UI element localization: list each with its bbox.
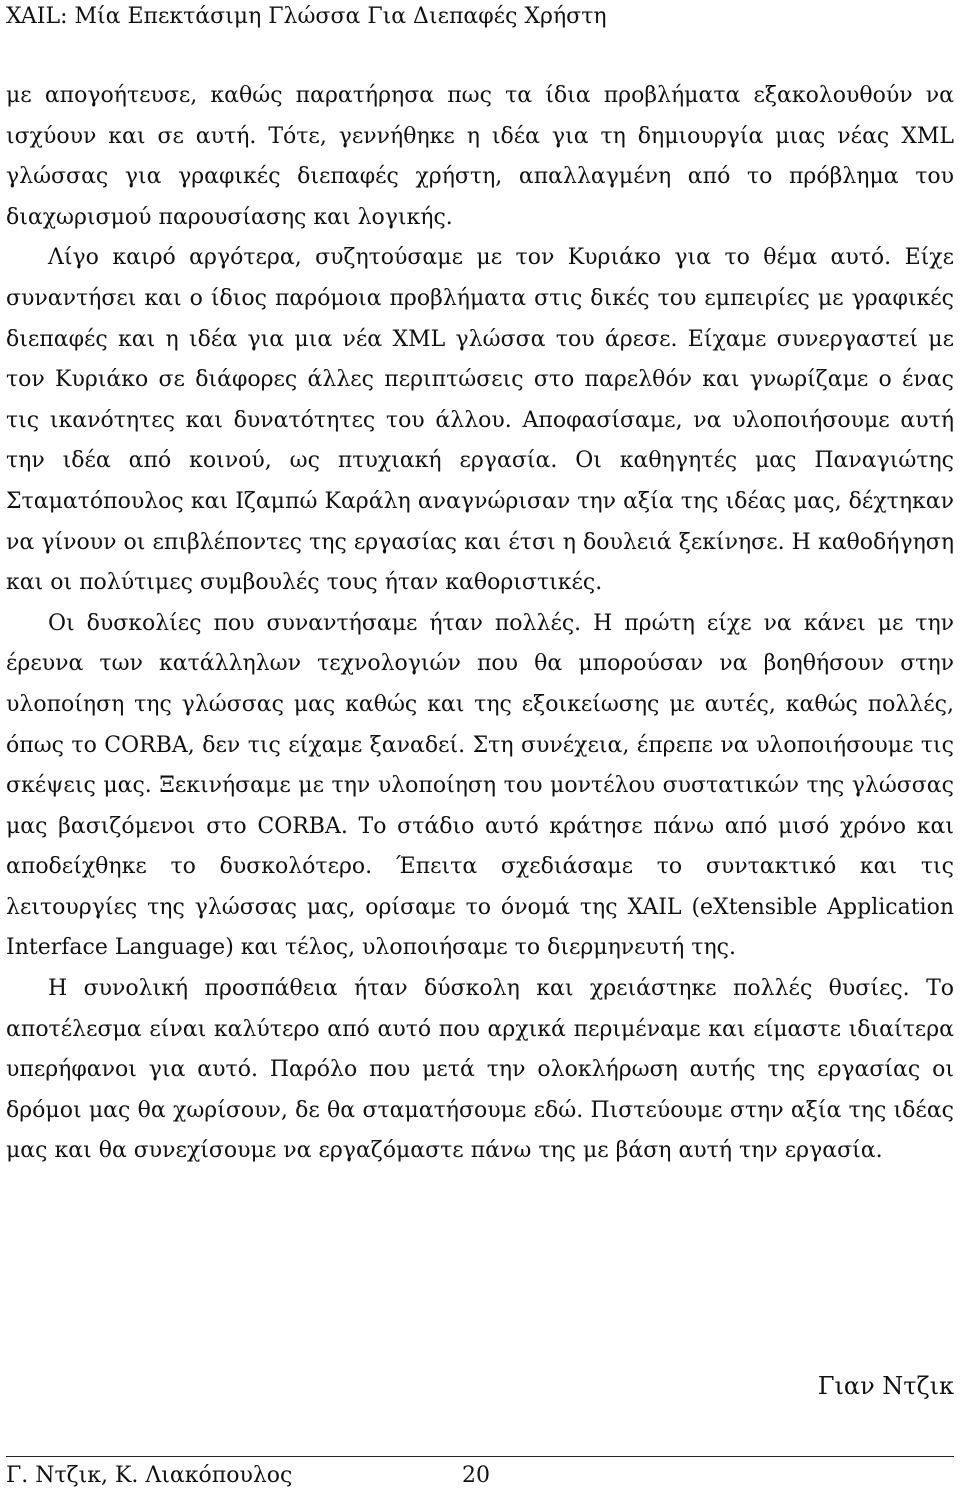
body-text <box>6 76 954 1172</box>
paragraph-3: Οι δυσκολίες που συναντήσαμε ήταν πολλές. Η πρώτη είχε να κάνει με την έρευνα των κατάλληλων τεχνολογιών που θα μπορούσαν να βοηθήσουν στην υλοποίηση της γλώσσας μας καθώς και της εξοικείωσης με αυτές, καθώς πολλές, όπως το CORBA, δεν τις είχαμε ξαναδεί. Στη συνέχεια, έπρεπε να υλοποιήσουμε τις σκέψεις μας. Ξεκινήσαμε με την υλοποίηση του μοντέλου συστατικών της γλώσσας μας βασιζόμενοι στο CORBA. Το στάδιο αυτό κράτησε πάνω από μισό χρόνο και αποδείχθηκε το δυσκολότερο. Έπειτα σχεδιάσαμε το συντακτικό και τις λειτουργίες της γλώσσας μας, ορίσαμε το όνομά της XAIL (eXtensible Application Interface Language) και τέλος, υλοποιήσαμε το διερμηνευτή της. <box>6 610 954 961</box>
author-signature: Γιαν Ντζικ <box>817 1372 954 1400</box>
page-number: 20 <box>462 1463 490 1488</box>
paragraph-4: Η συνολική προσπάθεια ήταν δύσκολη και χρειάστηκε πολλές θυσίες. Το αποτέλεσμα είναι καλύτερο από αυτό που αρχικά περιμέναμε και είμαστε ιδιαίτερα υπερήφανοι για αυτό. Παρόλο που μετά την ολοκλήρωση αυτής της εργασίας οι δρόμοι μας θα χωρίσουν, δε θα σταματήσουμε εδώ. Πιστεύουμε στην αξία της ιδέας μας και θα συνεχίσουμε να εργαζόμαστε πάνω της με βάση αυτή την εργασία. <box>6 976 954 1164</box>
paragraph-1: με απογοήτευσε, καθώς παρατήρησα πως τα ίδια προβλήματα εξακολουθούν να ισχύουν και σε αυτή. Τότε, γεννήθηκε η ιδέα για τη δημιουργία μιας νέας XML γλώσσας για γραφικές διεπαφές χρήστη, απαλλαγμένη από το πρόβλημα του διαχωρισμού παρουσίασης και λογικής. <box>6 83 954 230</box>
footer-authors: Γ. Ντζικ, Κ. Λιακόπουλος <box>6 1463 293 1488</box>
footer-divider <box>6 1456 954 1457</box>
paragraph-2: Λίγο καιρό αργότερα, συζητούσαμε με τον Κυριάκο για το θέμα αυτό. Είχε συναντήσει και ο ίδιος παρόμοια προβλήματα στις δικές του εμπειρίες με γραφικές διεπαφές και η ιδέα για μια νέα XML γλώσσα του άρεσε. Είχαμε συνεργαστεί με τον Κυριάκο σε διάφορες άλλες περιπτώσεις στο παρελθόν και γνωρίζαμε ο ένας τις ικανότητες και δυνατότητες του άλλου. Αποφασίσαμε, να υλοποιήσουμε αυτή την ιδέα από κοινού, ως πτυχιακή εργασία. Οι καθηγητές μας Παναγιώτης Σταματόπουλος και Ιζαμπώ Καράλη αναγνώρισαν την αξία της ιδέας μας, δέχτηκαν να γίνουν οι επιβλέποντες της εργασίας και έτσι η δουλειά ξεκίνησε. Η καθοδήγηση και οι πολύτιμες συμβουλές τους ήταν καθοριστικές. <box>6 245 954 596</box>
running-header-title: XAIL: Μία Επεκτάσιμη Γλώσσα Για Διεπαφές Χρήστη <box>6 4 607 29</box>
